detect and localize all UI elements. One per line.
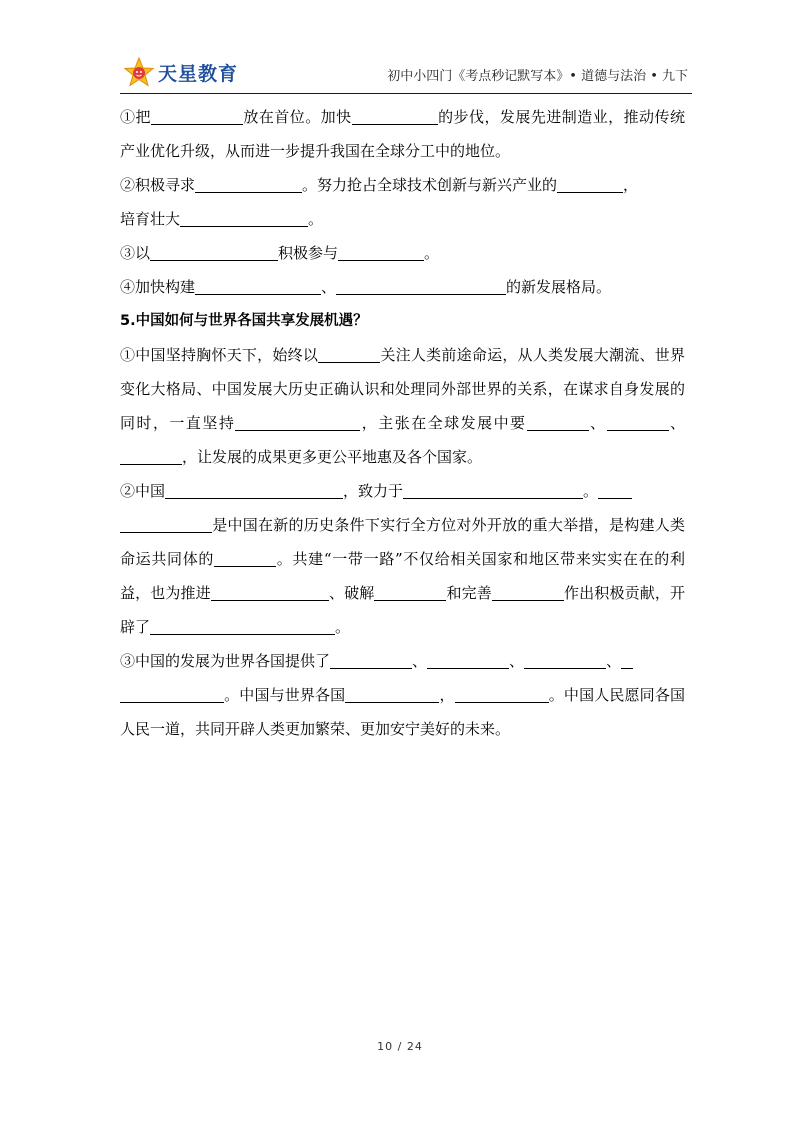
text: 、 [668,414,685,432]
fill-blank[interactable] [607,412,669,431]
fill-blank[interactable] [120,446,182,465]
text: 、破解 [328,584,375,602]
fill-blank[interactable] [338,242,424,261]
fill-blank[interactable] [180,208,308,227]
text: 的步伐，发展先进制造业，推动传统产业优化升级，从而进一步提升我国在全球分工中的地位。 [120,108,685,160]
text: ， [439,686,455,704]
text: ③中国的发展为世界各国提供了 [120,652,331,670]
text: 、 [509,652,525,670]
text: 关注人类前途命运，从人类发展大潮流、世界变化大格局、中国发展大历史正确认识和处理同外部世界的关系，在谋求自身发展的同时，一直坚持 [120,346,685,432]
fill-blank[interactable] [150,616,335,635]
fill-blank[interactable] [557,174,623,193]
fill-blank[interactable] [336,276,506,295]
text: 。 [335,618,351,636]
fill-blank[interactable] [345,684,439,703]
logo-text: 天星教育 [158,62,239,85]
text: 培育壮大 [120,210,181,228]
star-logo-icon [124,57,154,87]
text: 、 [606,652,622,670]
text: 。中国人民愿同各国人民一道，共同开辟人类更加繁荣、更加安宁美好的未来。 [120,686,685,738]
question-5-title: 5.中国如何与世界各国共享发展机遇？ [120,313,368,329]
text: 积极参与 [278,244,339,262]
text: 。 [583,482,599,500]
text: 。中国与世界各国 [224,686,346,704]
fill-blank[interactable] [621,650,633,669]
text: 的新发展格局。 [506,278,612,296]
content [120,100,685,746]
text: 、 [412,652,428,670]
text: ①中国坚持胸怀天下，始终以 [120,346,319,364]
fill-blank[interactable] [195,174,302,193]
fill-blank[interactable] [330,650,412,669]
logo [124,57,238,87]
text: ，主张在全球发展中要 [360,414,527,432]
text: ①把 [120,108,151,126]
text: 。共建“一带一路”不仅给相关国家和地区带来实实在在的利益，也为推进 [120,550,685,602]
series-title: 初中小四门《考点秒记默写本》• 道德与法治 • 九下 [387,69,688,84]
text: 作出积极贡献，开辟了 [120,584,685,636]
fill-blank[interactable] [403,480,583,499]
fill-blank[interactable] [195,276,321,295]
paragraph-5-1 [120,338,685,474]
fill-blank[interactable] [151,106,243,125]
text: 、 [321,278,337,296]
page-number: 10 / 24 [377,1040,423,1053]
paragraph-4-4 [120,270,685,304]
paragraph-4-2 [120,168,685,236]
fill-blank[interactable] [211,582,329,601]
paragraph-4-1 [120,100,685,168]
text: ，致力于 [343,482,404,500]
fill-blank[interactable] [318,344,380,363]
page-header [120,55,692,94]
fill-blank[interactable] [352,106,438,125]
fill-blank[interactable] [214,548,276,567]
text: 、 [588,414,607,432]
text: 。 [308,210,324,228]
text: 。 [424,244,440,262]
text: ②中国 [120,482,166,500]
paragraph-5-2 [120,474,685,644]
text: ③以 [120,244,151,262]
text: ，让发展的成果更多更公平地惠及各个国家。 [182,448,483,466]
fill-blank[interactable] [527,412,589,431]
fill-blank[interactable] [120,514,212,533]
fill-blank[interactable] [524,650,606,669]
text: 是中国在新的历史条件下实行全方位对外开放的重大举措，是构建人类命运共同体的 [120,516,685,568]
fill-blank[interactable] [150,242,278,261]
paragraph-4-3 [120,236,685,270]
fill-blank[interactable] [455,684,549,703]
fill-blank[interactable] [235,412,360,431]
text: ②积极寻求 [120,176,196,194]
fill-blank[interactable] [165,480,343,499]
fill-blank[interactable] [120,684,224,703]
text: 。努力抢占全球技术创新与新兴产业的 [302,176,558,194]
text: 和完善 [446,584,492,602]
text: 放在首位。加快 [242,108,352,126]
fill-blank[interactable] [492,582,564,601]
paragraph-5-3 [120,644,685,746]
fill-blank[interactable] [374,582,446,601]
text: ， [623,176,639,194]
text: ④加快构建 [120,278,196,296]
fill-blank[interactable] [598,480,632,499]
fill-blank[interactable] [427,650,509,669]
